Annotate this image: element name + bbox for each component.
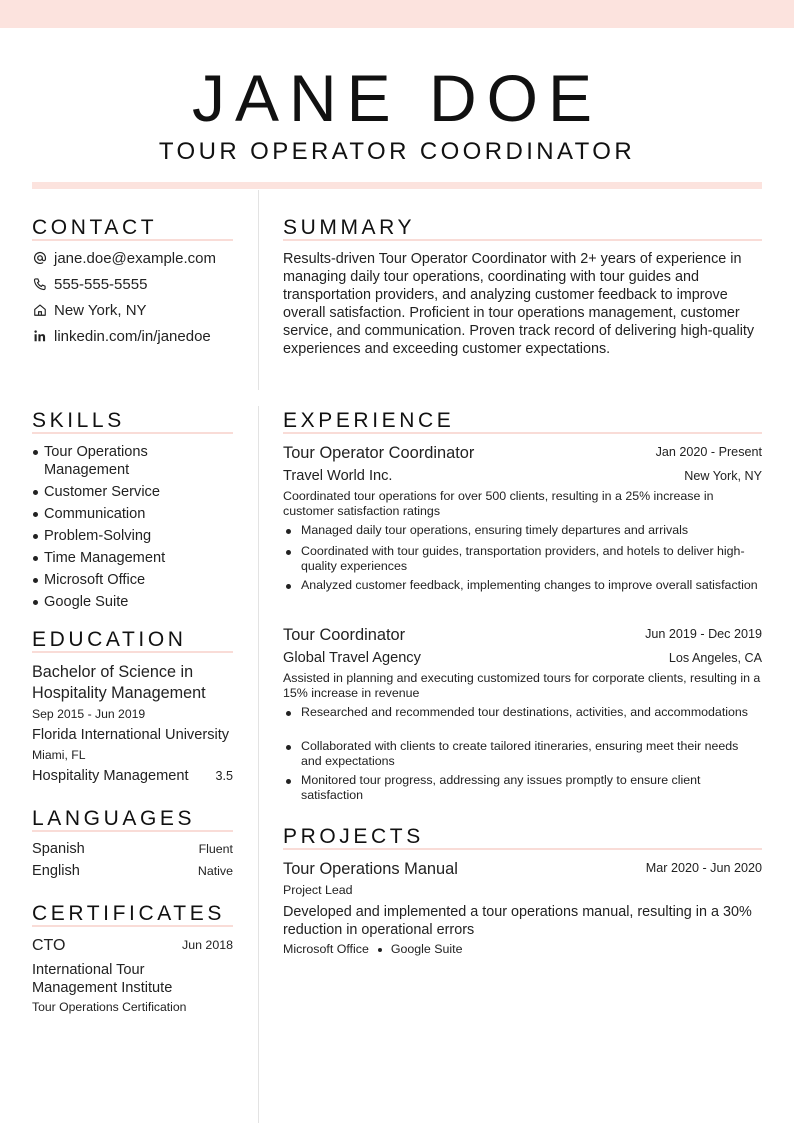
education-location: Miami, FL [32,748,86,762]
home-icon [32,303,47,318]
contact-phone-text: 555-555-5555 [54,275,148,293]
education-school: Florida International University [32,727,230,743]
job-bullet: Managed daily tour operations, ensuring timely departures and arrivals [284,523,762,538]
job-location: New York, NY [684,469,762,483]
skill-item: Communication [32,505,232,523]
project-title: Tour Operations Manual [283,860,458,878]
skill-item: Problem-Solving [32,527,232,545]
education-gpa: 3.5 [215,769,233,783]
contact-email-text: jane.doe@example.com [54,249,216,267]
language-level: Native [197,864,233,878]
language-level: Fluent [198,842,233,856]
candidate-title: TOUR OPERATOR COORDINATOR [158,138,636,165]
job-company: Travel World Inc. [283,468,393,484]
certificates-heading: CERTIFICATES [32,902,225,925]
skill-item: Time Management [32,549,232,567]
education-dates: Sep 2015 - Jun 2019 [32,707,146,721]
job-company: Global Travel Agency [283,650,421,666]
at-icon [32,251,47,266]
contact-linkedin-text: linkedin.com/in/janedoe [54,327,211,345]
contact-linkedin[interactable] [32,326,211,346]
certificate-description: Tour Operations Certification [32,1000,187,1014]
summary-text: Results-driven Tour Operator Coordinator with 2+ years of experience in managing daily tour operations, coordinating with tour guides and transportation providers, and analyzing customer feedback to improve overall satisfaction. Proficient in tour operations management, customer service, and communication. Proven track record of delivering high-quality experiences and exceeding customer expectations. [283,251,755,357]
certificate-name: CTO [32,937,66,954]
project-role: Project Lead [283,883,353,897]
skill-item: Microsoft Office [32,571,232,589]
skill-item: Google Suite [32,593,232,611]
column-divider-bottom [258,406,259,1123]
job-bullet: Monitored tour progress, addressing any issues promptly to ensure client satisfaction [284,773,762,803]
certificate-issuer: International Tour Management Institute [32,962,173,996]
top-accent-band [0,0,794,28]
skills-heading: SKILLS [32,409,125,432]
projects-underline [283,848,762,850]
education-degree: Bachelor of Science in Hospitality Management [32,663,206,702]
certificate-date: Jun 2018 [182,938,233,952]
project-tool: Google Suite [390,942,463,956]
separator-dot [378,948,382,952]
contact-phone[interactable] [32,274,147,294]
experience-underline [283,432,762,434]
contact-email[interactable] [32,248,216,268]
language-name: English [32,863,80,879]
project-tools [283,942,462,957]
phone-icon [32,277,47,292]
education-underline [32,651,233,653]
contact-underline [32,239,233,241]
candidate-name: JANE DOE [191,61,603,135]
project-description: Developed and implemented a tour operations manual, resulting in a 30% reduction in operational errors [283,904,752,938]
linkedin-icon [32,329,47,344]
job-bullet: Coordinated with tour guides, transportation providers, and hotels to deliver high-quality experiences [284,544,762,574]
skill-item: Customer Service [32,483,232,501]
contact-location [32,300,147,320]
project-dates: Mar 2020 - Jun 2020 [645,861,762,875]
languages-heading: LANGUAGES [32,807,196,830]
experience-heading: EXPERIENCE [283,409,455,432]
project-tool: Microsoft Office [283,942,369,956]
job-summary: Assisted in planning and executing customized tours for corporate clients, resulting in a 15% increase in revenue [283,671,761,700]
job-bullet: Analyzed customer feedback, implementing changes to improve overall satisfaction [284,578,762,593]
summary-heading: SUMMARY [283,216,416,239]
column-divider-top [258,190,259,390]
skills-underline [32,432,233,434]
job-location: Los Angeles, CA [668,651,762,665]
certificates-underline [32,925,233,927]
header-divider [32,182,762,189]
education-field: Hospitality Management [32,768,189,784]
job-bullet: Collaborated with clients to create tailored itineraries, ensuring meet their needs and expectations [284,739,762,769]
languages-underline [32,830,233,832]
summary-underline [283,239,762,241]
job-dates: Jan 2020 - Present [655,445,762,459]
job-bullet: Researched and recommended tour destinations, activities, and accommodations [284,705,762,720]
skill-item: Tour Operations Management [32,443,232,479]
education-heading: EDUCATION [32,628,187,651]
job-title: Tour Coordinator [283,626,406,644]
language-name: Spanish [32,841,85,857]
contact-location-text: New York, NY [54,301,147,319]
job-summary: Coordinated tour operations for over 500 clients, resulting in a 25% increase in customer satisfaction ratings [283,489,714,518]
job-dates: Jun 2019 - Dec 2019 [645,627,762,641]
projects-heading: PROJECTS [283,825,424,848]
job-title: Tour Operator Coordinator [283,444,475,462]
contact-heading: CONTACT [32,216,158,239]
